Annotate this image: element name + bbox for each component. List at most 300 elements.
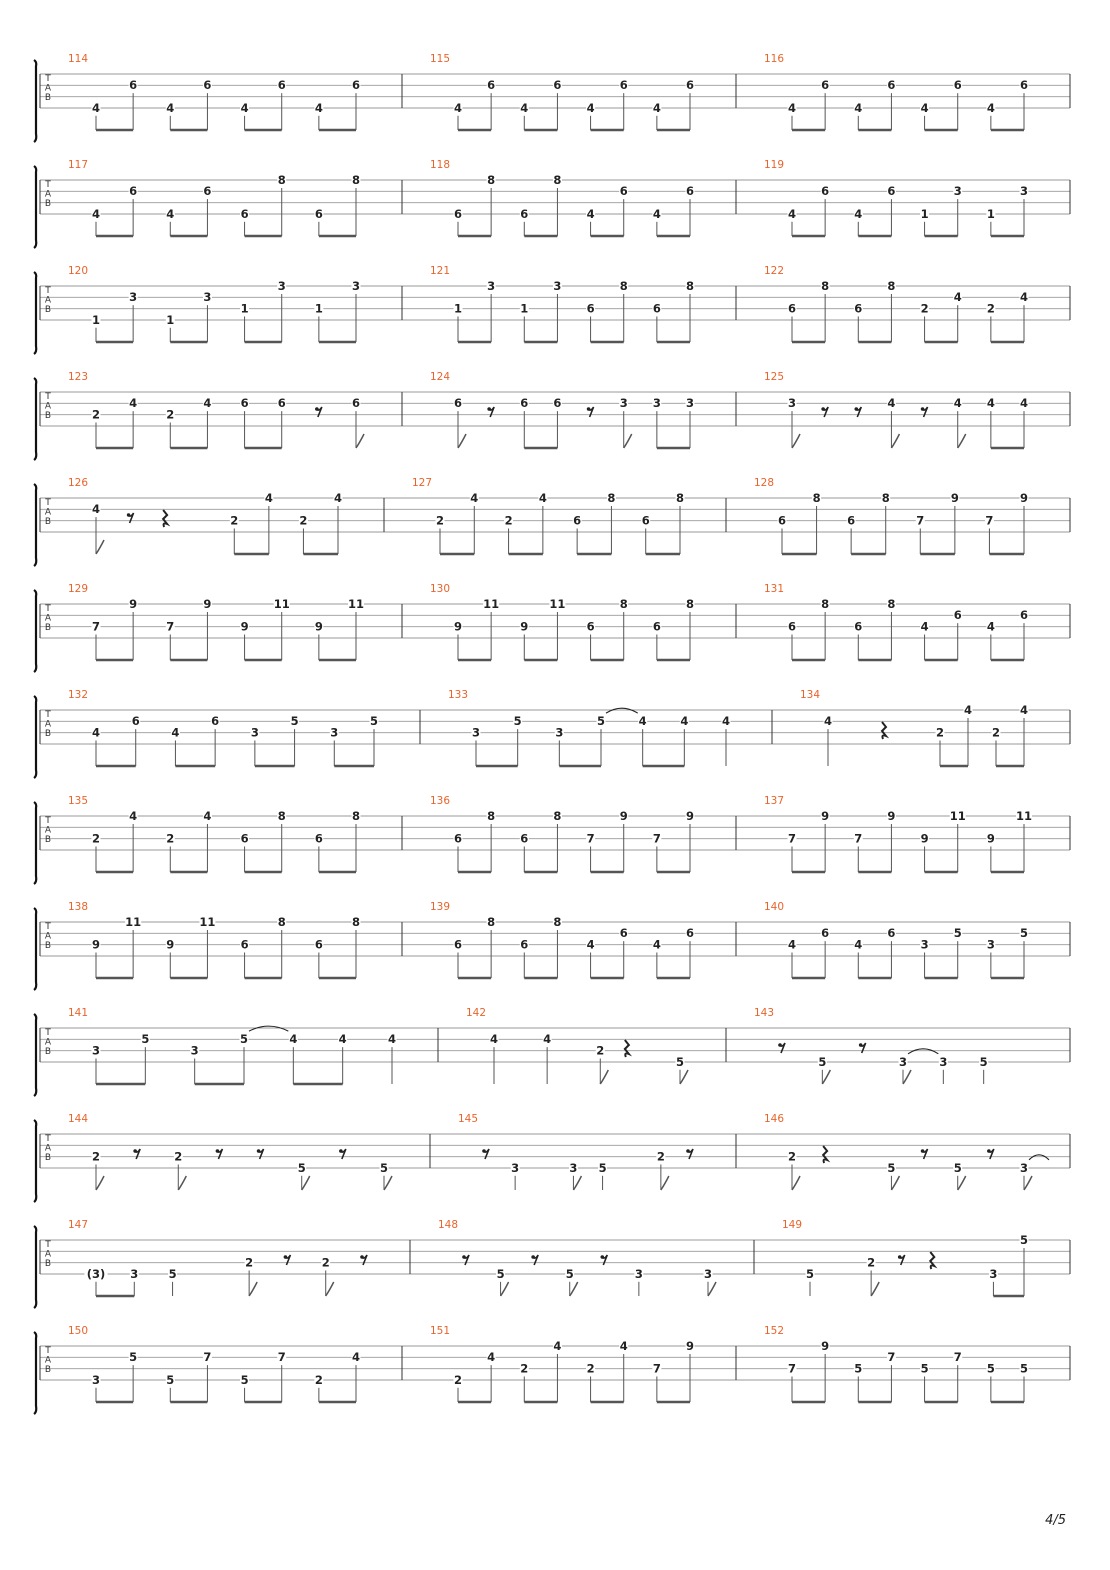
fret-number: 6 [953,78,962,93]
tab-clef-letter: B [44,199,52,209]
eighth-rest-dot [462,1255,466,1259]
tab-clef-letter: B [44,411,52,421]
tab-clef-letter: T [45,1346,51,1356]
fret-number: 3 [330,725,339,740]
note-flag [661,1176,669,1190]
eighth-rest-dot [987,1149,991,1153]
fret-number: 6 [277,396,286,411]
fret-number: 11 [1015,809,1033,823]
tab-clef-letter: B [44,1259,52,1269]
fret-number: 6 [453,206,463,221]
fret-number: 2 [586,1361,595,1376]
fret-number: 3 [511,1160,520,1175]
note-flag [822,1070,830,1084]
fret-number: 5 [979,1054,988,1069]
tab-clef-letter: B [44,623,52,633]
fret-number: 3 [91,1372,101,1387]
tab-clef-letter: T [45,392,51,402]
fret-number: 4 [787,206,797,221]
tab-clef-letter: A [44,1037,52,1048]
quarter-rest [882,722,886,739]
fret-number: 3 [953,184,962,199]
fret-number: 3 [939,1054,948,1069]
note-flag [570,1282,578,1296]
fret-number: 6 [240,937,249,952]
system [34,1007,1070,1096]
fret-number: 9 [685,809,695,823]
quarter-rest [930,1252,934,1269]
measure-number: 125 [764,371,785,383]
tab-clef-letter: T [45,286,51,296]
system-bracket [34,696,36,778]
fret-number: 7 [916,513,925,528]
fret-number: 5 [675,1054,685,1069]
fret-number: 8 [277,173,286,187]
system [34,689,1070,778]
fret-number: 5 [1019,1361,1029,1376]
fret-number: 5 [565,1266,574,1281]
note-flag [96,540,104,554]
measure-number: 134 [800,689,821,701]
measure-number: 133 [448,689,469,701]
fret-number: 6 [453,396,463,411]
measure-number: 148 [438,1219,459,1231]
fret-number: 4 [264,491,273,505]
tie [606,708,638,713]
fret-number: 8 [553,915,562,929]
fret-number: 5 [887,1160,896,1175]
fret-number: 6 [314,937,323,952]
fret-number: 1 [91,312,101,327]
fret-number: 3 [471,725,481,740]
note-flag [891,434,899,448]
fret-number: 3 [703,1266,713,1281]
fret-number: 4 [652,206,661,221]
fret-number: 4 [854,206,863,221]
fret-number: 6 [240,396,249,411]
fret-number: 7 [985,513,994,528]
system-bracket [34,1332,36,1414]
fret-number: 9 [950,491,959,505]
fret-number: 2 [166,831,175,846]
fret-number: 8 [553,809,562,823]
quarter-rest [823,1146,827,1163]
fret-number: 9 [129,597,138,611]
fret-number: 8 [487,173,496,187]
fret-number: 5 [1019,1233,1029,1247]
note-flag [871,1282,879,1296]
fret-number: 4 [520,100,529,115]
tab-clef-letter: B [44,517,52,527]
fret-number: 4 [470,491,479,505]
note-flag [458,434,466,448]
fret-number: 4 [1019,703,1029,717]
tab-clef-letter: A [44,401,52,412]
fret-number: 2 [504,513,513,528]
fret-number: 8 [351,809,361,823]
fret-number: 2 [520,1361,529,1376]
note-flag [958,1176,966,1190]
fret-number: 7 [586,831,595,846]
eighth-rest-dot [921,407,925,411]
eighth-rest-dot [600,1255,604,1259]
fret-number: 6 [685,926,695,941]
tab-clef-letter: T [45,74,51,84]
fret-number: 8 [812,491,821,505]
fret-number: 4 [171,725,180,740]
eighth-rest-dot [854,407,858,411]
tab-clef-letter: A [44,1143,52,1154]
note-flag [96,1176,104,1190]
fret-number: 3 [986,937,995,952]
fret-number: 6 [887,78,896,93]
tab-clef-letter: B [44,93,52,103]
fret-number: 8 [685,279,695,293]
fret-number: 6 [652,619,661,634]
fret-number: 3 [129,290,138,305]
system-bracket [34,1014,36,1096]
fret-number: 5 [168,1266,177,1281]
fret-number: 3 [277,279,286,293]
fret-number: 9 [821,1339,830,1353]
measure-number: 126 [68,477,89,489]
fret-number: 5 [805,1266,815,1281]
fret-number: 7 [91,619,101,634]
fret-number: 1 [314,301,323,316]
fret-number: 4 [854,100,863,115]
fret-number: 4 [586,206,595,221]
eighth-rest-dot [133,1149,137,1153]
fret-number: 9 [1019,491,1029,505]
fret-number: 3 [130,1266,139,1281]
fret-number: 6 [351,78,361,93]
fret-number: 3 [190,1043,199,1058]
fret-number: 5 [598,1160,607,1175]
fret-number: 5 [240,1372,249,1387]
fret-number: 3 [569,1160,578,1175]
measure-number: 140 [764,901,785,913]
tab-clef-letter: B [44,941,52,951]
fret-number: 4 [240,100,249,115]
fret-number: 2 [91,1149,101,1164]
measure-number: 151 [430,1325,451,1337]
fret-number: 3 [487,279,496,293]
quarter-rest [625,1040,629,1057]
fret-number: 1 [520,301,529,316]
fret-number: 4 [166,206,175,221]
measure-number: 119 [764,159,785,171]
fret-number: 5 [496,1266,505,1281]
fret-number: (3) [86,1266,106,1281]
eighth-rest-dot [216,1149,220,1153]
fret-number: 1 [240,301,249,316]
fret-number: 6 [453,937,463,952]
fret-number: 4 [986,619,995,634]
tab-clef-letter: A [44,613,52,624]
measure-number: 143 [754,1007,775,1019]
fret-number: 6 [520,831,529,846]
eighth-rest-dot [587,407,591,411]
fret-number: 8 [887,597,896,611]
note-flag [501,1282,509,1296]
fret-number: 2 [230,513,239,528]
system-bracket [34,1226,36,1308]
fret-number: 1 [986,206,995,221]
measure-number: 136 [430,795,451,807]
fret-number: 4 [986,396,995,411]
fret-number: 4 [91,100,101,115]
fret-number: 6 [203,184,212,199]
fret-number: 6 [641,513,650,528]
eighth-rest-dot [898,1255,902,1259]
fret-number: 4 [619,1339,628,1353]
fret-number: 4 [351,1350,361,1365]
fret-number: 4 [333,491,343,505]
measure-number: 114 [68,53,89,65]
measure-number: 138 [68,901,89,913]
fret-number: 4 [586,100,595,115]
fret-number: 4 [129,809,138,823]
fret-number: 4 [586,937,595,952]
fret-number: 11 [949,809,966,823]
fret-number: 3 [989,1266,998,1281]
fret-number: 4 [986,100,995,115]
fret-number: 6 [619,78,628,93]
tab-clef-letter: A [44,931,52,942]
measure-number: 127 [412,477,433,489]
system [34,265,1070,354]
note-flag [249,1282,257,1296]
system-bracket [34,272,36,354]
fret-number: 8 [821,279,830,293]
measure-number: 147 [68,1219,89,1231]
fret-number: 11 [347,597,365,611]
note-flag [708,1282,716,1296]
fret-number: 6 [314,831,323,846]
note-flag [573,1176,581,1190]
eighth-rest-dot [686,1149,690,1153]
note-flag [302,1176,310,1190]
fret-number: 11 [199,915,216,929]
fret-number: 6 [314,206,323,221]
tab-clef-letter: B [44,835,52,845]
fret-number: 2 [596,1043,605,1058]
measure-number: 131 [764,583,785,595]
system [34,1113,1070,1202]
measure-number: 124 [430,371,451,383]
tab-clef-letter: T [45,604,51,614]
fret-number: 4 [91,502,101,517]
measure-number: 121 [430,265,451,277]
fret-number: 5 [239,1032,249,1047]
fret-number: 9 [619,809,628,823]
fret-number: 6 [203,78,212,93]
fret-number: 4 [652,937,661,952]
fret-number: 5 [953,1160,962,1175]
fret-number: 5 [854,1361,863,1376]
fret-number: 5 [1019,926,1029,941]
fret-number: 2 [321,1255,330,1270]
fret-number: 4 [203,809,212,823]
fret-number: 4 [203,396,212,411]
fret-number: 4 [1019,396,1029,411]
fret-number: 1 [166,312,175,327]
measure-number: 115 [430,53,451,65]
note-flag [891,1176,899,1190]
note-flag [600,1070,608,1084]
fret-number: 8 [685,597,695,611]
fret-number: 9 [821,809,830,823]
fret-number: 4 [638,714,647,729]
tab-clef-letter: T [45,1134,51,1144]
fret-number: 7 [787,1361,797,1376]
fret-number: 6 [453,831,463,846]
fret-number: 2 [656,1149,665,1164]
eighth-rest-dot [482,1149,486,1153]
eighth-rest-dot [821,407,825,411]
fret-number: 4 [553,1339,562,1353]
fret-number: 3 [619,396,628,411]
fret-number: 8 [619,597,628,611]
fret-number: 4 [953,290,962,305]
fret-number: 6 [1019,78,1029,93]
fret-number: 9 [314,619,323,634]
measure-number: 152 [764,1325,785,1337]
eighth-rest-dot [859,1043,863,1047]
fret-number: 7 [652,1361,661,1376]
fret-number: 4 [953,396,962,411]
measure-number: 150 [68,1325,89,1337]
fret-number: 4 [1019,290,1029,305]
note-flag [1024,1176,1032,1190]
fret-number: 7 [787,831,797,846]
fret-number: 2 [991,725,1001,740]
measure-number: 146 [764,1113,785,1125]
fret-number: 7 [652,831,661,846]
fret-number: 6 [586,301,595,316]
eighth-rest-dot [127,513,131,517]
fret-number: 1 [920,206,929,221]
note-flag [624,434,632,448]
fret-number: 3 [685,396,695,411]
fret-number: 4 [787,937,797,952]
fret-number: 6 [821,184,830,199]
tab-clef-letter: A [44,825,52,836]
fret-number: 2 [245,1255,254,1270]
tab-clef-letter: T [45,710,51,720]
note-flag [792,1176,800,1190]
measure-number: 141 [68,1007,89,1019]
note-flag [326,1282,334,1296]
eighth-rest-dot [339,1149,343,1153]
system [34,901,1070,990]
eighth-rest-dot [284,1255,288,1259]
fret-number: 4 [166,100,175,115]
fret-number: 6 [129,78,138,93]
fret-number: 2 [920,301,929,316]
fret-number: 5 [379,1160,389,1175]
quarter-rest [163,510,167,527]
tab-clef-letter: A [44,719,52,730]
fret-number: 5 [920,1361,929,1376]
fret-number: 5 [818,1054,827,1069]
fret-number: 9 [920,831,929,846]
fret-number: 6 [854,619,863,634]
fret-number: 5 [596,714,606,729]
fret-number: 3 [555,725,564,740]
system-bracket [34,1120,36,1202]
fret-number: 4 [129,396,138,411]
fret-number: 6 [1019,608,1029,623]
fret-number: 9 [887,809,896,823]
fret-number: 2 [91,407,101,422]
tie [249,1026,288,1031]
measure-number: 120 [68,265,89,277]
fret-number: 6 [553,396,562,411]
note-flag [356,434,364,448]
fret-number: 6 [619,926,628,941]
fret-number: 2 [314,1372,323,1387]
fret-number: 11 [483,597,500,611]
fret-number: 6 [685,78,695,93]
fret-number: 4 [289,1032,298,1047]
fret-number: 9 [240,619,249,634]
eighth-rest-dot [531,1255,535,1259]
tab-clef-letter: B [44,1365,52,1375]
tab-clef-letter: A [44,83,52,94]
tab-clef-letter: T [45,498,51,508]
page-number: 4/5 [1045,1513,1066,1528]
fret-number: 6 [787,619,797,634]
system [34,1325,1070,1414]
fret-number: 3 [553,279,562,293]
fret-number: 2 [174,1149,183,1164]
fret-number: 4 [91,725,101,740]
fret-number: 2 [986,301,995,316]
system [34,53,1070,142]
fret-number: 5 [166,1372,175,1387]
fret-number: 9 [203,597,212,611]
measure-number: 130 [430,583,451,595]
fret-number: 4 [489,1032,499,1047]
tie [908,1049,938,1054]
fret-number: 5 [369,714,379,729]
fret-number: 3 [1019,1160,1029,1175]
note-flag [384,1176,392,1190]
fret-number: 4 [680,714,689,729]
fret-number: 5 [129,1350,138,1365]
measure-number: 118 [430,159,451,171]
fret-number: 4 [823,714,833,729]
tab-clef-letter: A [44,1355,52,1366]
tab-clef-letter: B [44,729,52,739]
system-bracket [34,378,36,460]
fret-number: 6 [821,926,830,941]
tab-clef-letter: T [45,1028,51,1038]
fret-number: 3 [1019,184,1029,199]
fret-number: 6 [520,206,529,221]
fret-number: 4 [538,491,547,505]
eighth-rest-dot [487,407,491,411]
fret-number: 2 [787,1149,797,1164]
eighth-rest-dot [778,1043,782,1047]
fret-number: 6 [487,78,496,93]
fret-number: 6 [240,206,249,221]
fret-number: 2 [453,1372,463,1387]
fret-number: 6 [129,184,138,199]
fret-number: 4 [543,1032,552,1047]
fret-number: 9 [685,1339,695,1353]
